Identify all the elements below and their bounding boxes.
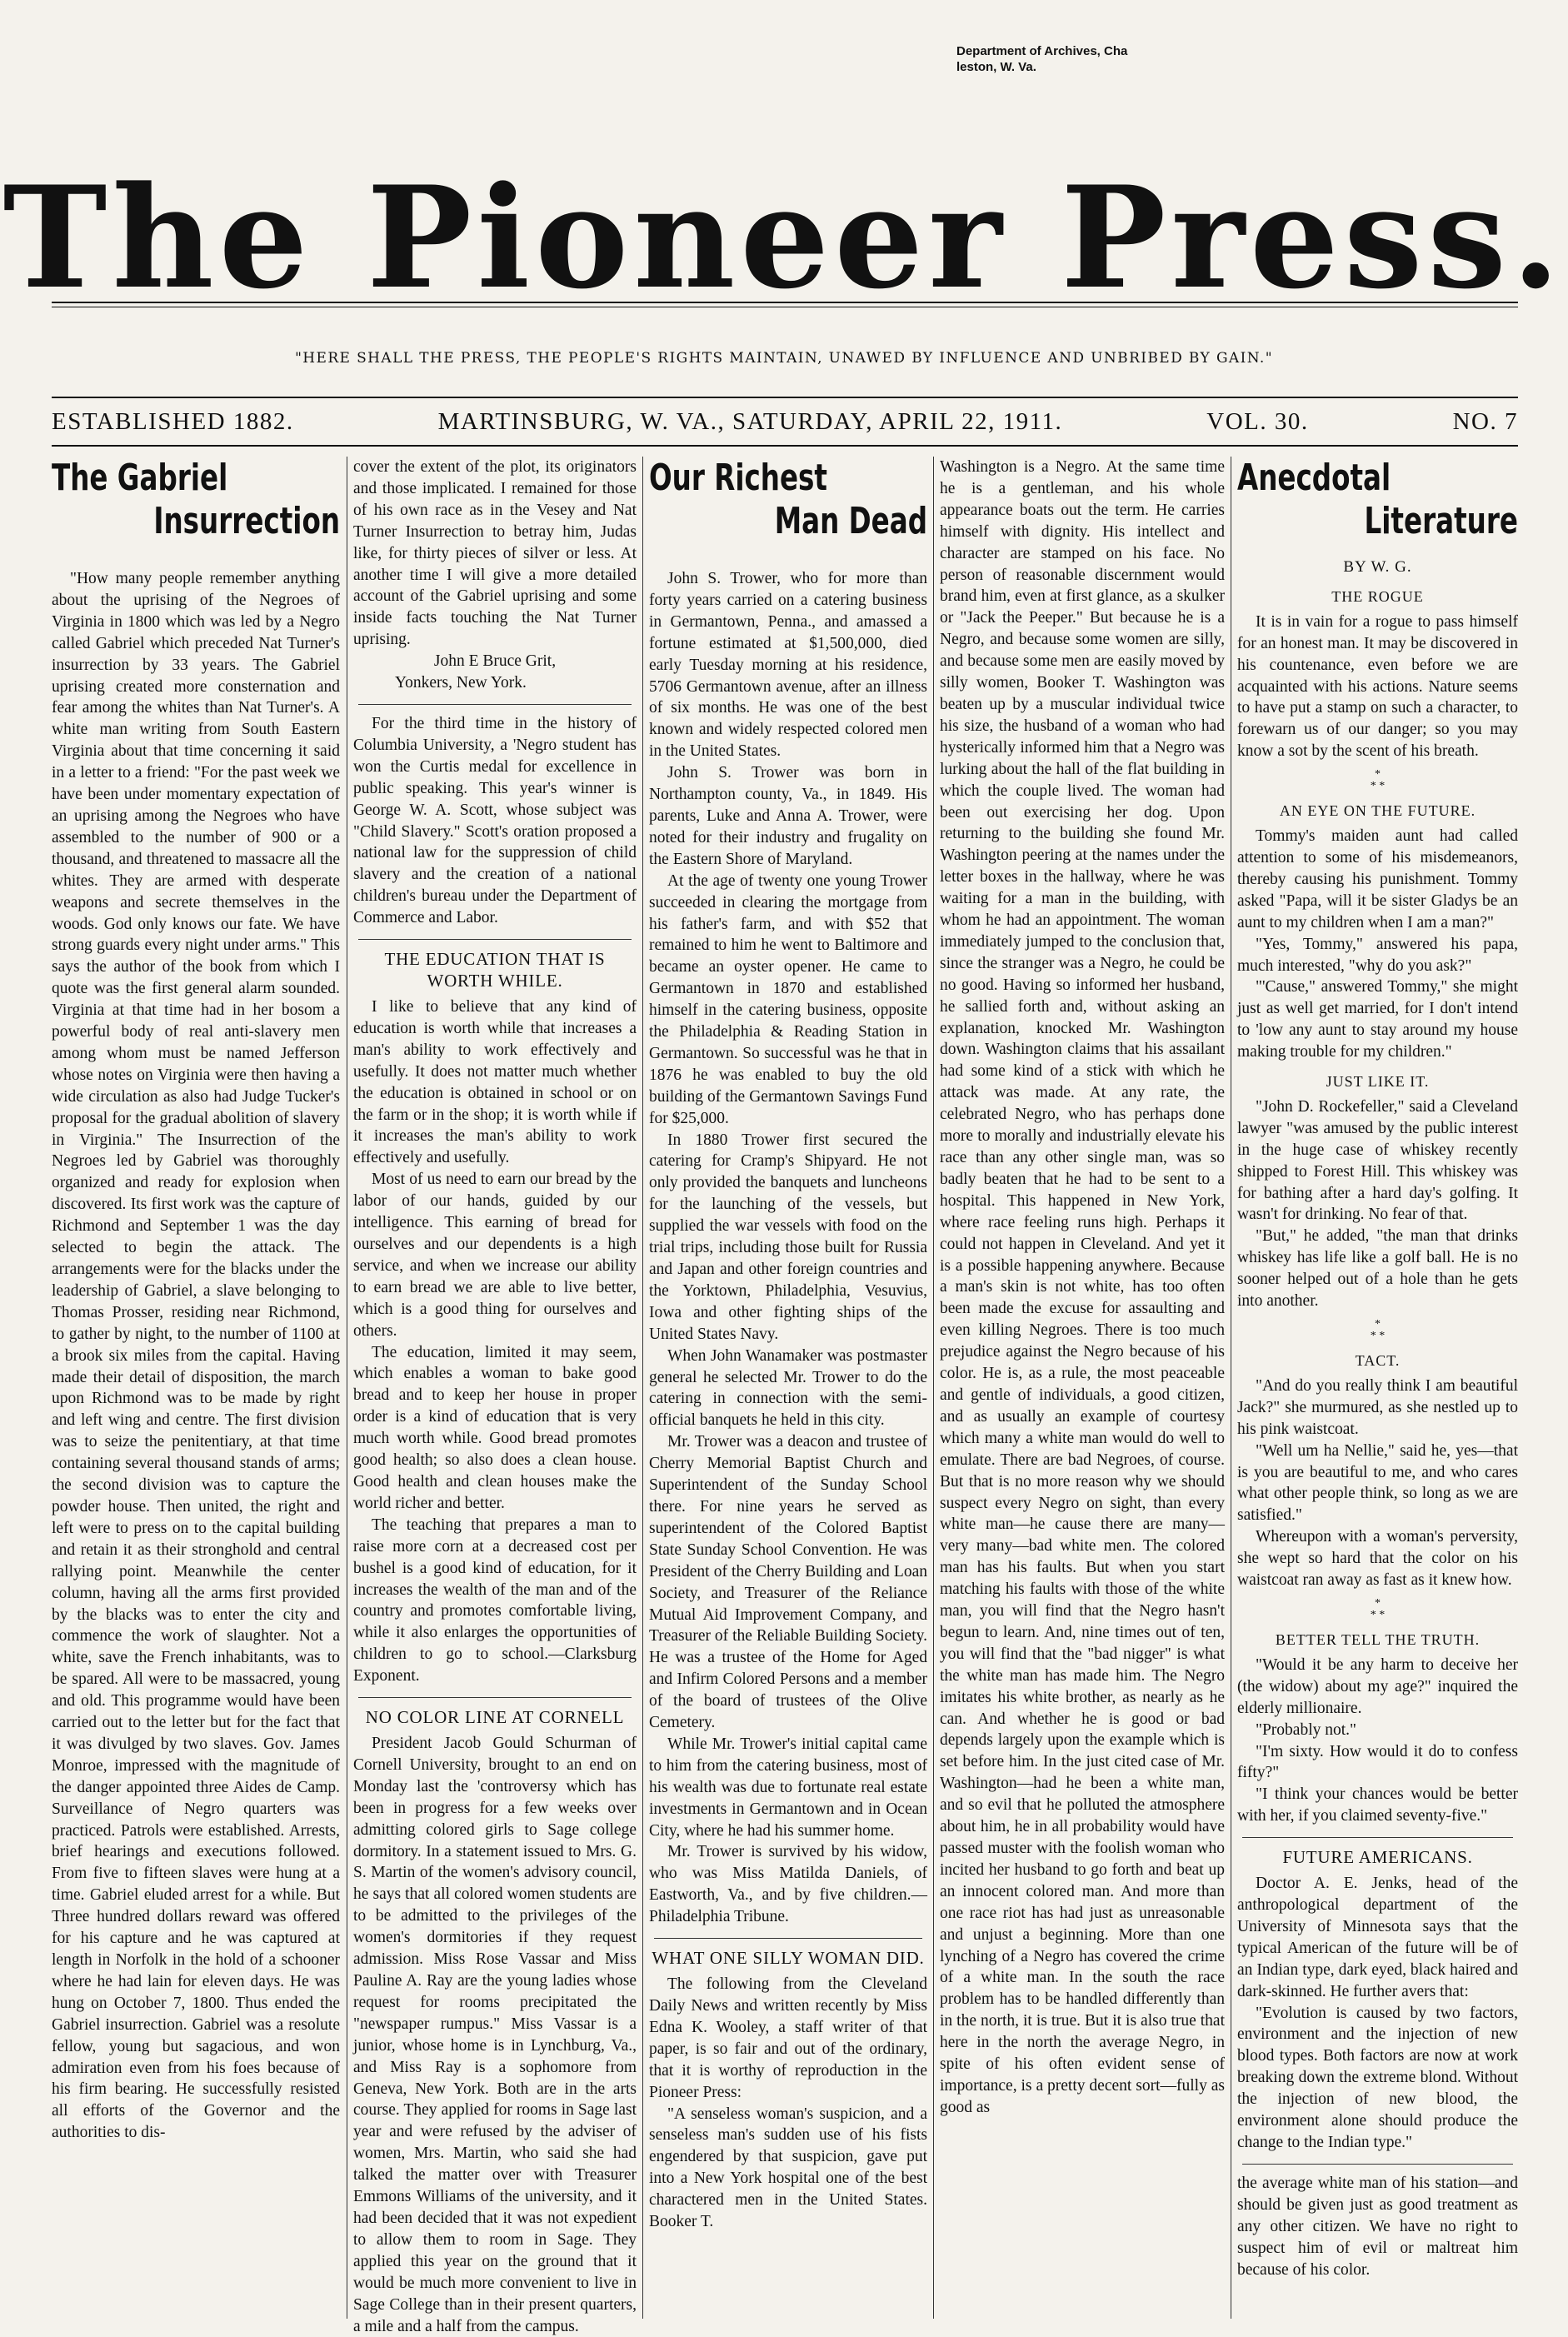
silly-woman-headline: WHAT ONE SILLY WOMAN DID. [652, 1948, 925, 1969]
trower-headline-line-1: Our Richest [649, 457, 827, 499]
future-americans-headline: FUTURE AMERICANS. [1282, 1847, 1473, 1868]
anecdotal-byline: BY W. G. [1343, 558, 1412, 576]
separator-rule [358, 939, 632, 940]
tact-heading: TACT. [1355, 1352, 1401, 1369]
gabriel-article-text: "How many people remember anything about the uprising of the Negroes of Virginia in 1800 which was led by a Negro called Gabriel which preceded Nat Turner's insurrection by 33 years. The Gabriel uprising created more consternation and fear among the whites than Nat Turner's. A white man writing from South Eastern Virginia about that time concerning it said in a letter to a friend: "For the past week we have been under momentary expectation of an uprising among the Negroes who have assembled to the number of 900 or a thousand, and threatened to massacre all the whites. They are armed with desperate weapons and secrete themselves in the woods. God only knows our fate. We have strong guards every night under arms." This says the author of the book from which I quote was the first general alarm sounded. Virginia at that time had in her bosom a powerful body of real anti-slavery men among whom must be named Jefferson whose notes on Virginia were then having a wide circulation as also had Judge Tucker's proposal for the gradual abolition of slavery in Virginia." The Insurrection of the Negroes led by Gabriel was thoroughly organized and ready for explosion when discovered. Its first work was the capture of Richmond and September 1 was the day selected to begin the attack. The arrangements were for the blacks under the leadership of Gabriel, a slave belonging to Thomas Prosser, residing near Richmond, to gather by night, to the number of 1100 at a brook six miles from the capital. Having made their detail of disposition, the march upon Richmond was to be made by right and left wing and centre. The first division was to seize the penitentiary, at that time containing several thousand stands of arms; the second division was to capture the powder house. Then united, the right and left were to press on to the capital building and retain it as their stronghold and central rallying point. Meanwhile the center column, having all the arms first provided by the blacks was to enter the city and commence the work of slaughter. Not a white, save the French inhabitants, was to be spared. All were to be massacred, young and old. This programme would have been carried out to the letter but for the fact that it was divulged by two slaves. Gov. James Monroe, impressed with the magnitude of the danger appointed three Aides de Camp. Surveillance of Negro quarters was practiced. Patrols were established. Arrests, brief hearings and executions followed. From five to fifteen slaves were hung at a time. Gabriel eluded arrest for a while. But Three hundred dollars reward was offered for his capture and he was captured at length in Norfolk in the hold of a schooner where he had lain for eleven days. He was hung on October 7, 1800. Thus ended the Gabriel insurrection. Gabriel was a resolute fellow, young but sagacious, and won admiration even from his foes because of his firm bearing. He successfully resisted all efforts of the Governor and the authorities to dis- [52, 570, 340, 2142]
silly-woman-paragraph: The following from the Cleveland Daily News and written recently by Miss Edna K. Wooley, a staff writer of that paper, is so fair and out of the ordinary, that it is worthy of reproduction in the Pioneer Press: [649, 1975, 927, 2101]
separator-rule [654, 1938, 922, 1939]
tact-paragraph: Whereupon with a woman's perversity, she wept so hard that the color on his waistcoat ran away as fast as it knew how. [1237, 1528, 1518, 1590]
motto: "HERE SHALL THE PRESS, THE PEOPLE'S RIGHTS MAINTAIN, UNAWED BY INFLUENCE AND UNBRIBED BY GAIN." [295, 350, 1273, 367]
dateline-rule-top [52, 397, 1518, 398]
separator-rule [358, 704, 632, 705]
asterism-divider: * * * [1370, 1596, 1386, 1621]
masthead-title: The Pioneer Press. [2, 155, 1566, 320]
eye-on-future-paragraph: "'Cause," answered Tommy," she might just as well get married, for I don't intend to 'low any aunt to stay around my house making trouble for my children." [1237, 978, 1518, 1061]
dateline-rule-bottom [52, 445, 1518, 447]
trower-paragraph: John S. Trower, who for more than forty years carried on a catering business in Germantown, Penna., and amassed a fortune estimated at $1,500,000, died early Tuesday morning at his residence, 5706 Germantown avenue, after an illness of six months. He was one of the best known and widely respected colored men in the United States. [649, 570, 927, 761]
trower-paragraph: While Mr. Trower's initial capital came to him from the catering business, most of his wealth was due to fortunate real estate investments in Germantown and in Ocean City, where he had his summer home. [649, 1735, 927, 1840]
just-like-it-heading: JUST LIKE IT. [1326, 1073, 1430, 1091]
better-tell-truth-paragraph: "Would it be any harm to deceive her (the widow) about my age?" inquired the elderly millionaire. [1237, 1655, 1518, 1717]
trower-paragraph: Mr. Trower was a deacon and trustee of Cherry Memorial Baptist Church and Superintendent of the Sunday School there. For nine years he served as superintendent of the Colored Baptist State Sunday School Convention. He was President of the Cherry Building and Loan Society, and Treasurer of the Reliance Mutual Aid Improvement Company, and Treasurer of the Reliable Building Society. He was a trustee of the Home for Aged and Infirm Colored Persons and a member of the board of trustees of the Olive Cemetery. [649, 1433, 927, 1732]
dateline [52, 405, 1518, 438]
rogue-paragraph: It is in vain for a rogue to pass himself for an honest man. It may be discovered in his countenance, even before we are acquainted with his actions. Nature seems to have put a stamp on such a character, to forewarn us of our danger; so you may know a sot by the scent of his breath. [1237, 612, 1518, 761]
education-paragraph: The teaching that prepares a man to raise more corn at a decreased cost per bushel is a good kind of education, for it increases the wealth of the man and of the country and promotes comfortable living, while it also enlarges the opportunities of children to go to school.—Clarksburg Exponent. [353, 1516, 637, 1685]
separator-rule [1242, 1837, 1513, 1838]
column-2 [353, 457, 637, 2335]
trower-paragraph: At the age of twenty one young Trower succeeded in clearing the mortgage from his father's farm, and with $52 that remained to him he went to Baltimore and became an oyster opener. He came to Germantown in 1870 and established himself in the catering business, opposite the Philadelphia & Reading Station in Germantown. So successful was he that in 1876 he was enabled to buy the old building of the Germantown Savings Fund for $25,000. [649, 871, 927, 1127]
column-divider-3 [933, 457, 934, 2319]
education-paragraph: I like to believe that any kind of education is worth while that increases a man's ability to work effectively and usefully. It does not matter much whether the education is obtained in school or on the farm or in the shop; it is worth while if it increases the man's ability to work effectively and usefully. [353, 998, 637, 1167]
anecdotal-headline-line-2: Literature [1364, 500, 1518, 542]
trower-paragraph: Mr. Trower is survived by his widow, who was Miss Matilda Daniels, of Eastworth, Va., and by five children.—Philadelphia Tribune. [649, 1843, 927, 1926]
education-headline: THE EDUCATION THAT IS WORTH WHILE. [384, 949, 606, 991]
anecdotal-headline-line-1: Anecdotal [1237, 457, 1391, 499]
silly-woman-paragraph: "A senseless woman's suspicion, and a senseless man's sudden use of his fists engendered by that suspicion, gave put into a New York hospital one of the best charactered men in the United States. Booker T. [649, 2105, 927, 2231]
asterism-divider: * * * [1370, 768, 1386, 793]
anecdotal-headline [1237, 457, 1518, 543]
better-tell-truth-heading: BETTER TELL THE TRUTH. [1275, 1630, 1481, 1648]
trower-paragraph: John S. Trower was born in Northampton county, Va., in 1849. His parents, Luke and Anna A. Trower, were noted for their industry and frugality on the Eastern Shore of Maryland. [649, 764, 927, 868]
column-1 [52, 457, 340, 2319]
gabriel-headline [52, 457, 340, 543]
silly-woman-article-conclusion: the average white man of his station—and should be given just as good treatment as any other citizen. We have no right to suspect him of evil or maltreat him because of his color. [1237, 2174, 1518, 2279]
gabriel-headline-line-1: The Gabriel [52, 457, 228, 499]
better-tell-truth-paragraph: "Probably not." [1256, 1720, 1356, 1739]
trower-paragraph: When John Wanamaker was postmaster general he selected Mr. Trower to do the catering in connection with the semi-official banquets he held in this city. [649, 1346, 927, 1430]
archive-stamp-line-1: Department of Archives, Cha [956, 44, 1128, 58]
issue-number: NO. 7 [1452, 407, 1518, 435]
eye-on-future-paragraph: "Yes, Tommy," answered his papa, much interested, "why do you ask?" [1237, 935, 1518, 975]
column-4 [940, 457, 1225, 2319]
future-americans-paragraph: "Evolution is caused by two factors, environment and the injection of new blood types. Both factors are now at work breaking down the extreme blond. Without the injection of new blood, the environment alone should produce the change to the Indian type." [1237, 2004, 1518, 2151]
archive-stamp-line-2: leston, W. Va. [956, 60, 1036, 74]
better-tell-truth-paragraph: "I think your chances would be better with her, if you claimed seventy-five." [1237, 1785, 1518, 1825]
place-and-date: MARTINSBURG, W. VA., SATURDAY, APRIL 22, 1911. [437, 407, 1063, 435]
cornell-headline: NO COLOR LINE AT CORNELL [365, 1707, 625, 1728]
silly-woman-article-continued: Washington is a Negro. At the same time he is a gentleman, and his whole appearance boats out the term. He carries himself with dignity. His intellect and character are stamped on his face. No person of reasonable discernment would brand him, even at first glance, as a skulker or "Jack the Peeper." But because he is a Negro, and because some women are silly, and because some men are easily moved by silly women, Booker T. Washington was beaten up by a muscular individual twice his size, the husband of a woman who had hysterically informed him that a Negro was lurking about the hall of the flat building in which the couple lived. The woman had been out exercising her dog. Upon returning to the building she found Mr. Washington peering at the names under the letter boxes in the hallway, where he was waiting for a man in the building, with whom he had an appointment. The woman immediately jumped to the conclusion that, since the stranger was a Negro, he could be no good. Having so informed her husband, he sallied forth and, without asking an explanation, knocked Mr. Washington down. Washington claims that his assailant had some kind of a stick with which he attack was made. At any rate, the celebrated Negro, who has perhaps done more to morally and industrially elevate his race than any other single man, was so badly beaten that he had to be sent to a hospital. This happened in New York, where race feeling runs high. Perhaps it could not happen in Cleveland. And yet it is a possible happening anywhere. Because a man's skin is not white, has too often been made the excuse for assaulting and even killing Negroes. There is too much prejudice against the Negro because of his color. He is, as a rule, the most peaceable and gentle of individuals, a good citizen, and as usually an example of courtesy which many a white man would do well to emulate. There are bad Negroes, of course. But that is no more reason why we should suspect every Negro on sight, than every white man—he cause there are many—very many—bad white men. The colored man has his faults. But when you start matching his faults with those of the white man, you will find that the Negro hasn't begun to learn. And, nine times out of ten, you will find that the "bad nigger" is what the white man has made him. The Negro imitates his white brother, as nearly as he can. And whether he is good or bad depends largely upon the example which is set before him. In the just cited case of Mr. Washington—had he been a white man, and so evil that he polluted the atmosphere about him, he in all probability would have passed muster with the foolish woman who incited her husband to go forth and beat up an innocent colored man. And more than one race riot has had just as unreasonable and unjust a beginning. More than one lynching of a Negro has covered the crime of a white man. In the south the race problem has to be handled differently than in the north, it is true. But it is also true that here in the north the average Negro, in spite of his often evident sense of importance, is a pretty decent sort—fully as good as [940, 458, 1225, 2116]
eye-on-future-paragraph: Tommy's maiden aunt had called attention to some of his misdemeanors, thereby causing his punishment. Tommy asked "Papa, will it be sister Gladys be an aunt to my children when I am a man?" [1237, 827, 1518, 931]
column-5 [1237, 457, 1518, 2319]
eye-on-future-heading: AN EYE ON THE FUTURE. [1279, 802, 1476, 820]
trower-paragraph: In 1880 Trower first secured the catering for Cramp's Shipyard. He not only provided the banquets and luncheons for the launching of the vessels, but supplied the war vessels with food on the trial trips, including those built for Russia and Japan and other foreign countries and the Yorktown, Philadelphia, Vesuvius, Iowa and other fighting ships of the United States Navy. [649, 1131, 927, 1343]
trower-headline [649, 457, 927, 543]
column-3 [649, 457, 927, 2319]
columbia-medal-paragraph: For the third time in the history of Columbia University, a 'Negro student has won the Curtis medal for excellence in public speaking. This year's winner is George W. A. Scott, whose subject was "Child Slavery." Scott's oration proposed a national law for the suppression of child slavery and the creation of a national children's bureau under the Department of Commerce and Labor. [353, 714, 637, 927]
trower-headline-line-2: Man Dead [774, 500, 927, 542]
education-paragraph: The education, limited it may seem, which enables a woman to bake good bread and to keep her house in proper order is a kind of education that is very much worth while. Good bread promotes good health; so also does a clean house. Good health and clean houses make the world richer and better. [353, 1343, 637, 1512]
gabriel-headline-line-2: Insurrection [153, 500, 340, 542]
gabriel-article-author: John E Bruce Grit, [433, 652, 557, 671]
education-paragraph: Most of us need to earn our bread by the labor of our hands, guided by our intelligence. This earning of bread for ourselves and our dependents is a high service, and when we increase our ability to earn bread we are able to live better, which is a good thing for ourselves and others. [353, 1171, 637, 1340]
just-like-it-paragraph: "John D. Rockefeller," said a Cleveland lawyer "was amused by the public interest in the huge case of whiskey recently shipped to Forest Hill. This whiskey was for bathing after a hard day's golfing. It wasn't for drinking. No fear of that. [1237, 1097, 1518, 1224]
asterism-divider: * * * [1370, 1318, 1386, 1342]
rogue-heading: THE ROGUE [1331, 587, 1424, 605]
just-like-it-paragraph: "But," he added, "the man that drinks whiskey has life like a golf ball. He is no sooner helped out of a hole than he gets into another. [1237, 1227, 1518, 1311]
separator-rule [358, 1697, 632, 1698]
cornell-paragraph: President Jacob Gould Schurman of Cornell University, brought to an end on Monday last the 'controversy which has been in progress for a few weeks over admitting colored girls to Sage college dormitory. In a statement issued to Mrs. G. S. Martin of the women's advisory council, he says that all colored women students are to be admitted to the privileges of the women's dormitories if they request admission. Miss Rose Vassar and Miss Pauline A. Ray are the young ladies whose request for rooms precipitated the "newspaper rumpus." Miss Vassar is a junior, whose home is in Lynchburg, Va., and Miss Ray is a sophomore from Geneva, New York. Both are in the arts course. They applied for rooms in Sage last year and were refused by the adviser of women, Mrs. Martin, who said she had talked the matter over with Treasurer Emmons Williams of the university, and it had been decided that it was not expedient to allow them to room in Sage. They applied this year on the ground that it would be much more convenient to live in Sage College than in their present quarters, a mile and a half from the campus. [353, 1735, 637, 2335]
gabriel-article-author-place: Yonkers, New York. [395, 674, 527, 692]
separator-rule [1242, 2164, 1513, 2165]
archive-stamp [956, 43, 1173, 75]
volume-number: VOL. 30. [1206, 407, 1309, 435]
gabriel-article-continued: cover the extent of the plot, its originators and those implicated. I remained for those of his own race as in the Vesey and Nat Turner Insurrection to betray him, Judas like, for thirty pieces of silver or less. At another time I will give a more detailed account of the Gabriel uprising and some inside facts touching the Nat Turner uprising. [353, 458, 637, 649]
tact-paragraph: "Well um ha Nellie," said he, yes—that is you are beautiful to me, and who cares what other people think, so long as we are satisfied." [1237, 1441, 1518, 1525]
masthead-rule-top [52, 302, 1518, 303]
future-americans-paragraph: Doctor A. E. Jenks, head of the anthropological department of the University of Minnesota says that the typical American of the future will be of an Indian type, dark eyed, black haired and dark-skinned. He further avers that: [1237, 1875, 1518, 2000]
column-divider-2 [642, 457, 643, 2319]
established-year: ESTABLISHED 1882. [52, 407, 294, 435]
better-tell-truth-paragraph: "I'm sixty. How would it do to confess fifty?" [1237, 1742, 1518, 1782]
tact-paragraph: "And do you really think I am beautiful Jack?" she murmured, as she nestled up to his pink waistcoat. [1237, 1376, 1518, 1438]
